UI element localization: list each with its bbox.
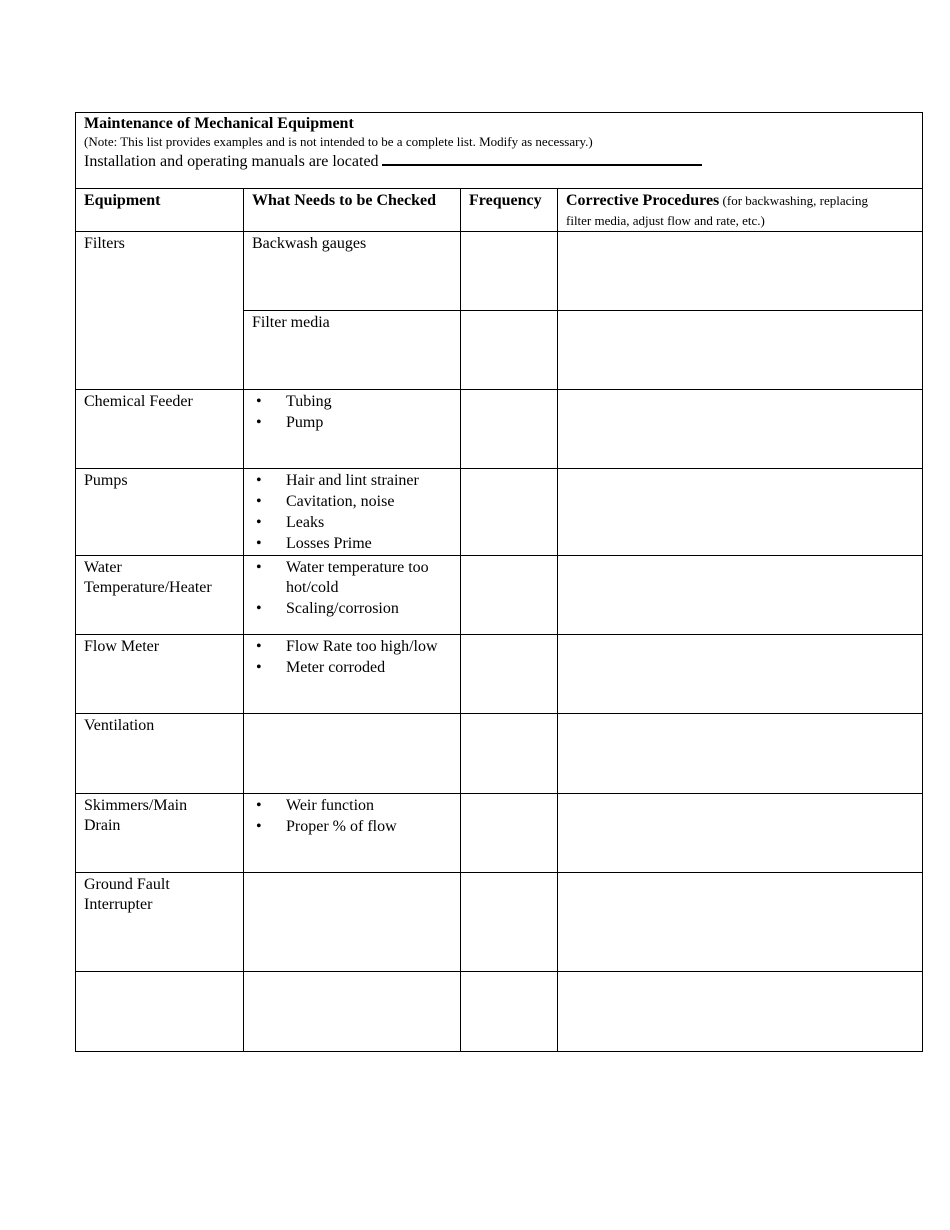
- equipment-label: Flow Meter: [84, 638, 160, 655]
- frequency-cell[interactable]: [461, 972, 558, 1052]
- corrective-cell[interactable]: [558, 972, 923, 1052]
- frequency-cell[interactable]: [461, 390, 558, 469]
- bullet-icon: •: [256, 414, 262, 431]
- check-list: [252, 558, 452, 619]
- equipment-cell-filters: [76, 232, 244, 390]
- equipment-label-line-2: Interrupter: [84, 896, 153, 913]
- equipment-cell-water-temperature: [76, 556, 244, 635]
- equipment-label: Pumps: [84, 472, 128, 489]
- corrective-cell[interactable]: [558, 390, 923, 469]
- check-list: [252, 637, 452, 678]
- equipment-label: Chemical Feeder: [84, 393, 193, 410]
- equipment-label: Water: [84, 559, 122, 576]
- manuals-location-line: [84, 150, 914, 172]
- checked-cell[interactable]: [244, 714, 461, 794]
- table-row-flow-meter: [76, 635, 923, 714]
- frequency-cell[interactable]: [461, 794, 558, 873]
- frequency-cell[interactable]: [461, 469, 558, 556]
- check-item: Hair and lint strainer: [286, 472, 419, 489]
- check-item: Pump: [286, 414, 324, 431]
- frequency-cell[interactable]: [461, 556, 558, 635]
- equipment-label: Ground Fault: [84, 876, 170, 893]
- bullet-icon: •: [256, 472, 262, 489]
- equipment-cell-pumps: [76, 469, 244, 556]
- checked-cell: [244, 556, 461, 635]
- check-item: Backwash gauges: [252, 235, 367, 252]
- bullet-icon: •: [256, 659, 262, 676]
- col-header-equipment-label: Equipment: [84, 192, 161, 209]
- maintenance-table: [75, 112, 923, 1052]
- list-item: [252, 796, 452, 816]
- equipment-label: Skimmers/Main: [84, 797, 188, 814]
- check-item: Cavitation, noise: [286, 493, 395, 510]
- list-item: [252, 817, 452, 837]
- corrective-cell[interactable]: [558, 794, 923, 873]
- checked-cell: [244, 635, 461, 714]
- corrective-cell[interactable]: [558, 556, 923, 635]
- list-item: [252, 471, 452, 491]
- col-header-corrective-label: Corrective Procedures: [566, 192, 720, 209]
- equipment-label: Ventilation: [84, 717, 155, 734]
- checked-cell: [244, 232, 461, 311]
- check-item: Losses Prime: [286, 535, 372, 552]
- equipment-cell-ventilation: [76, 714, 244, 794]
- table-row-blank: [76, 972, 923, 1052]
- equipment-label-line-2: Drain: [84, 817, 121, 834]
- table-row-pumps: [76, 469, 923, 556]
- check-list: [252, 796, 452, 837]
- col-header-checked: [244, 189, 461, 232]
- bullet-icon: •: [256, 818, 262, 835]
- bullet-icon: •: [256, 493, 262, 510]
- manuals-location-label: Installation and operating manuals are located: [84, 153, 379, 170]
- check-item: Water temperature too hot/cold: [286, 559, 429, 596]
- list-item: [252, 413, 452, 433]
- check-item: Flow Rate too high/low: [286, 638, 438, 655]
- bullet-icon: •: [256, 514, 262, 531]
- table-row-water-temperature: [76, 556, 923, 635]
- checked-cell: [244, 390, 461, 469]
- equipment-cell-blank[interactable]: [76, 972, 244, 1052]
- list-item: [252, 513, 452, 533]
- corrective-cell[interactable]: [558, 469, 923, 556]
- corrective-cell[interactable]: [558, 635, 923, 714]
- list-item: [252, 558, 452, 598]
- checked-cell: [244, 311, 461, 390]
- checked-cell: [244, 469, 461, 556]
- column-header-row: [76, 189, 923, 232]
- form-header-row: [76, 113, 923, 189]
- frequency-cell[interactable]: [461, 714, 558, 794]
- corrective-cell[interactable]: [558, 873, 923, 972]
- frequency-cell[interactable]: [461, 311, 558, 390]
- bullet-icon: •: [256, 559, 262, 576]
- check-item: Weir function: [286, 797, 375, 814]
- maintenance-form: [75, 112, 922, 1052]
- corrective-cell[interactable]: [558, 714, 923, 794]
- bullet-icon: •: [256, 797, 262, 814]
- col-header-frequency: [461, 189, 558, 232]
- check-list: [252, 392, 452, 433]
- col-header-equipment: [76, 189, 244, 232]
- list-item: [252, 392, 452, 412]
- check-item: Scaling/corrosion: [286, 600, 399, 617]
- list-item: [252, 637, 452, 657]
- col-header-corrective-note-1: (for backwashing, replacing: [719, 193, 869, 208]
- list-item: [252, 658, 452, 678]
- check-list: [252, 471, 452, 554]
- equipment-cell-skimmers: [76, 794, 244, 873]
- manuals-location-field[interactable]: [382, 150, 702, 166]
- corrective-cell[interactable]: [558, 232, 923, 311]
- table-row-skimmers: [76, 794, 923, 873]
- table-row-chemical-feeder: [76, 390, 923, 469]
- checked-cell[interactable]: [244, 873, 461, 972]
- frequency-cell[interactable]: [461, 635, 558, 714]
- check-item: Leaks: [286, 514, 325, 531]
- form-title: Maintenance of Mechanical Equipment: [84, 115, 354, 132]
- corrective-cell[interactable]: [558, 311, 923, 390]
- equipment-label: Filters: [84, 235, 125, 252]
- table-row-filters-gauges: [76, 232, 923, 311]
- check-item: Meter corroded: [286, 659, 386, 676]
- col-header-checked-label: What Needs to be Checked: [252, 192, 436, 209]
- equipment-cell-ground-fault: [76, 873, 244, 972]
- table-row-ventilation: [76, 714, 923, 794]
- equipment-label-line-2: Temperature/Heater: [84, 579, 212, 596]
- form-note: (Note: This list provides examples and is not intended to be a complete list. Modify as necessary.): [84, 134, 593, 149]
- list-item: [252, 492, 452, 512]
- bullet-icon: •: [256, 638, 262, 655]
- bullet-icon: •: [256, 393, 262, 410]
- list-item: [252, 534, 452, 554]
- checked-cell: [244, 794, 461, 873]
- form-header: [76, 113, 923, 189]
- frequency-cell[interactable]: [461, 232, 558, 311]
- frequency-cell[interactable]: [461, 873, 558, 972]
- check-item: Proper % of flow: [286, 818, 397, 835]
- equipment-cell-flow-meter: [76, 635, 244, 714]
- bullet-icon: •: [256, 535, 262, 552]
- list-item: [252, 599, 452, 619]
- equipment-cell-chemical-feeder: [76, 390, 244, 469]
- col-header-corrective: [558, 189, 923, 232]
- check-item: Filter media: [252, 314, 330, 331]
- col-header-frequency-label: Frequency: [469, 192, 542, 209]
- col-header-corrective-note-2: filter media, adjust flow and rate, etc.): [566, 213, 765, 228]
- checked-cell[interactable]: [244, 972, 461, 1052]
- bullet-icon: •: [256, 600, 262, 617]
- table-row-ground-fault: [76, 873, 923, 972]
- check-item: Tubing: [286, 393, 332, 410]
